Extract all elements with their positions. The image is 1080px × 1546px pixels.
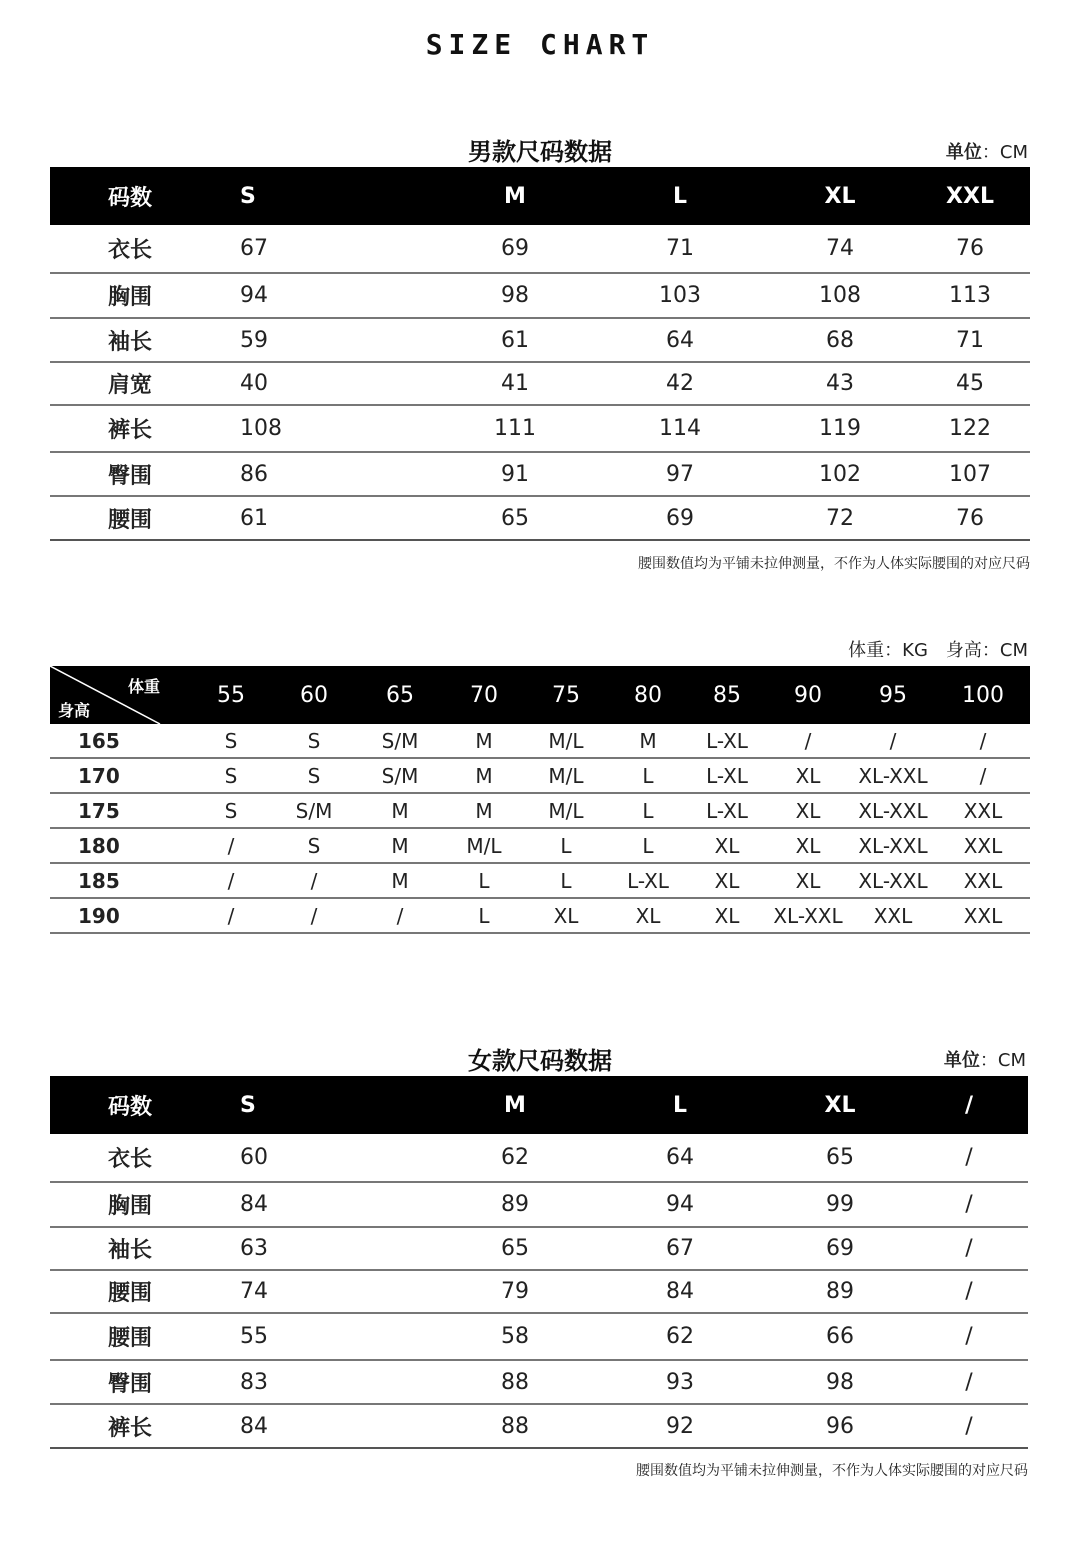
size-value-cell: 60 [210, 1134, 440, 1182]
recommended-size-cell: S/M [356, 724, 444, 758]
corner-weight-label: 体重 [127, 677, 160, 696]
size-value-cell: / [910, 1404, 1028, 1448]
size-value-cell: 113 [910, 273, 1030, 318]
recommended-size-cell: L [524, 828, 608, 863]
men-header-cell: XL [824, 183, 856, 209]
size-value-cell: 89 [770, 1270, 910, 1313]
matrix-row [50, 758, 1030, 793]
size-value-cell: 107 [910, 452, 1030, 496]
men-table-row [50, 318, 1030, 362]
size-value-cell: 88 [440, 1360, 590, 1404]
men-header-cell: M [504, 183, 526, 209]
recommended-size-cell: M/L [524, 758, 608, 793]
recommended-size-cell: S [190, 793, 272, 828]
size-value-cell: 67 [590, 1227, 770, 1270]
men-size-table [50, 167, 1030, 541]
size-value-cell: 64 [590, 1134, 770, 1182]
size-value-cell: 58 [440, 1313, 590, 1360]
recommended-size-cell: XL [688, 828, 766, 863]
weight-header: 60 [300, 682, 328, 708]
row-label: 肩宽 [50, 362, 210, 405]
size-value-cell: 67 [210, 225, 440, 273]
recommended-size-cell: XL-XXL [850, 793, 936, 828]
women-header-cell: / [964, 1092, 974, 1118]
women-header-cell: M [504, 1092, 526, 1118]
size-value-cell: 76 [910, 496, 1030, 540]
size-value-cell: 62 [590, 1313, 770, 1360]
row-label: 腰围 [50, 1270, 210, 1313]
recommended-size-cell: L-XL [688, 758, 766, 793]
height-label: 165 [50, 724, 190, 758]
women-table-row [50, 1313, 1028, 1360]
men-table-row [50, 496, 1030, 540]
recommended-size-cell: S [190, 724, 272, 758]
recommended-size-cell: L-XL [688, 793, 766, 828]
women-unit-label: 单位 [943, 1050, 980, 1071]
recommended-size-cell: L [608, 758, 688, 793]
women-table-row [50, 1360, 1028, 1404]
women-header-cell: S [240, 1092, 256, 1118]
recommended-size-cell: L [524, 863, 608, 898]
recommended-size-cell: XL [688, 898, 766, 933]
recommended-size-cell: M [356, 863, 444, 898]
size-value-cell: 84 [210, 1404, 440, 1448]
size-value-cell: 111 [440, 405, 590, 452]
size-value-cell: 92 [590, 1404, 770, 1448]
recommended-size-cell: S/M [356, 758, 444, 793]
recommended-size-cell: XL [766, 758, 850, 793]
recommended-size-cell: M [608, 724, 688, 758]
size-value-cell: 84 [210, 1182, 440, 1227]
row-label: 腰围 [50, 1313, 210, 1360]
row-label: 衣长 [50, 1134, 210, 1182]
size-value-cell: 108 [210, 405, 440, 452]
recommended-size-cell: XL-XXL [850, 828, 936, 863]
size-value-cell: 94 [210, 273, 440, 318]
size-value-cell: / [910, 1134, 1028, 1182]
size-value-cell: 98 [770, 1360, 910, 1404]
women-table-row [50, 1182, 1028, 1227]
men-unit [946, 138, 1028, 164]
size-value-cell: 74 [770, 225, 910, 273]
recommended-size-cell: S [272, 724, 356, 758]
recommended-size-cell: M/L [524, 724, 608, 758]
weight-header: 55 [217, 682, 245, 708]
size-value-cell: / [910, 1360, 1028, 1404]
size-value-cell: 64 [590, 318, 770, 362]
recommended-size-cell: XXL [936, 863, 1030, 898]
recommended-size-cell: / [190, 863, 272, 898]
size-value-cell: 108 [770, 273, 910, 318]
size-value-cell: 66 [770, 1313, 910, 1360]
size-value-cell: 86 [210, 452, 440, 496]
size-value-cell: / [910, 1313, 1028, 1360]
recommended-size-cell: L-XL [608, 863, 688, 898]
row-label: 袖长 [50, 318, 210, 362]
recommended-size-cell: M [444, 758, 524, 793]
size-value-cell: 59 [210, 318, 440, 362]
size-value-cell: 93 [590, 1360, 770, 1404]
men-unit-label: 单位 [945, 142, 982, 163]
size-value-cell: 40 [210, 362, 440, 405]
size-value-cell: 91 [440, 452, 590, 496]
men-section-title: 男款尺码数据 [468, 138, 612, 166]
size-value-cell: / [910, 1270, 1028, 1313]
recommended-size-cell: L [608, 828, 688, 863]
men-table-row [50, 452, 1030, 496]
size-value-cell: 84 [590, 1270, 770, 1313]
recommended-size-cell: / [936, 724, 1030, 758]
weight-header: 100 [962, 682, 1004, 708]
women-table-row [50, 1134, 1028, 1182]
weight-header: 80 [634, 682, 662, 708]
recommended-size-cell: M/L [524, 793, 608, 828]
weight-height-matrix [50, 666, 1030, 934]
size-value-cell: 63 [210, 1227, 440, 1270]
row-label: 裤长 [50, 405, 210, 452]
men-header-cell: S [240, 183, 256, 209]
matrix-row [50, 724, 1030, 758]
size-value-cell: 74 [210, 1270, 440, 1313]
weight-header: 70 [470, 682, 498, 708]
size-value-cell: / [910, 1227, 1028, 1270]
recommended-size-cell: XL-XXL [766, 898, 850, 933]
size-value-cell: 55 [210, 1313, 440, 1360]
matrix-corner-cell [50, 666, 190, 724]
matrix-header-row [50, 666, 1030, 724]
women-header-cell: 码数 [107, 1094, 152, 1120]
recommended-size-cell: XXL [936, 898, 1030, 933]
size-value-cell: 68 [770, 318, 910, 362]
size-value-cell: 45 [910, 362, 1030, 405]
recommended-size-cell: L [608, 793, 688, 828]
women-unit-value: ：CM [979, 1050, 1026, 1071]
row-label: 腰围 [50, 496, 210, 540]
size-value-cell: 76 [910, 225, 1030, 273]
women-header-row [50, 1076, 1028, 1134]
row-label: 衣长 [50, 225, 210, 273]
recommended-size-cell: M [444, 793, 524, 828]
size-value-cell: 102 [770, 452, 910, 496]
row-label: 袖长 [50, 1227, 210, 1270]
size-value-cell: 42 [590, 362, 770, 405]
men-note: 腰围数值均为平铺未拉伸测量，不作为人体实际腰围的对应尺码 [638, 556, 1030, 572]
page-title: SIZE CHART [425, 28, 655, 61]
height-label: 180 [50, 828, 190, 863]
recommended-size-cell: XL [766, 863, 850, 898]
women-section-title: 女款尺码数据 [468, 1047, 612, 1075]
matrix-row [50, 828, 1030, 863]
size-value-cell: 89 [440, 1182, 590, 1227]
recommended-size-cell: L-XL [688, 724, 766, 758]
recommended-size-cell: XL-XXL [850, 863, 936, 898]
women-note: 腰围数值均为平铺未拉伸测量，不作为人体实际腰围的对应尺码 [636, 1463, 1028, 1479]
women-table-row [50, 1404, 1028, 1448]
men-header-cell: 码数 [107, 185, 152, 211]
men-unit-value: ：CM [981, 142, 1028, 163]
recommended-size-cell: XL [766, 828, 850, 863]
size-value-cell: 72 [770, 496, 910, 540]
weight-header: 85 [713, 682, 741, 708]
recommended-size-cell: S [190, 758, 272, 793]
recommended-size-cell: M/L [444, 828, 524, 863]
matrix-unit: 体重：KG 身高：CM [848, 640, 1028, 661]
women-size-table [50, 1076, 1028, 1449]
men-table-row [50, 225, 1030, 273]
recommended-size-cell: / [850, 724, 936, 758]
corner-height-label: 身高 [58, 701, 91, 720]
size-value-cell: 122 [910, 405, 1030, 452]
recommended-size-cell: / [272, 898, 356, 933]
size-value-cell: 65 [770, 1134, 910, 1182]
men-table-row [50, 273, 1030, 318]
men-header-cell: L [672, 183, 688, 209]
recommended-size-cell: XXL [936, 793, 1030, 828]
size-value-cell: 94 [590, 1182, 770, 1227]
size-value-cell: 71 [590, 225, 770, 273]
recommended-size-cell: M [444, 724, 524, 758]
men-table-row [50, 362, 1030, 405]
size-value-cell: / [910, 1182, 1028, 1227]
height-label: 190 [50, 898, 190, 933]
size-value-cell: 83 [210, 1360, 440, 1404]
recommended-size-cell: XL-XXL [850, 758, 936, 793]
size-value-cell: 69 [770, 1227, 910, 1270]
size-value-cell: 62 [440, 1134, 590, 1182]
row-label: 臀围 [50, 1360, 210, 1404]
recommended-size-cell: L [444, 863, 524, 898]
men-header-cell: XXL [946, 183, 994, 209]
size-value-cell: 114 [590, 405, 770, 452]
weight-header: 75 [552, 682, 580, 708]
size-value-cell: 71 [910, 318, 1030, 362]
women-header-cell: XL [824, 1092, 856, 1118]
size-value-cell: 96 [770, 1404, 910, 1448]
size-value-cell: 61 [440, 318, 590, 362]
matrix-row [50, 863, 1030, 898]
height-label: 185 [50, 863, 190, 898]
size-value-cell: 65 [440, 1227, 590, 1270]
recommended-size-cell: / [190, 898, 272, 933]
size-value-cell: 97 [590, 452, 770, 496]
recommended-size-cell: M [356, 828, 444, 863]
recommended-size-cell: S [272, 828, 356, 863]
height-label: 170 [50, 758, 190, 793]
recommended-size-cell: / [190, 828, 272, 863]
recommended-size-cell: XL [524, 898, 608, 933]
recommended-size-cell: S/M [272, 793, 356, 828]
row-label: 胸围 [50, 1182, 210, 1227]
size-value-cell: 65 [440, 496, 590, 540]
row-label: 臀围 [50, 452, 210, 496]
women-table-row [50, 1270, 1028, 1313]
recommended-size-cell: S [272, 758, 356, 793]
men-header-row [50, 167, 1030, 225]
weight-header: 95 [879, 682, 907, 708]
women-unit [944, 1046, 1026, 1072]
size-value-cell: 103 [590, 273, 770, 318]
recommended-size-cell: / [936, 758, 1030, 793]
size-value-cell: 99 [770, 1182, 910, 1227]
recommended-size-cell: / [272, 863, 356, 898]
recommended-size-cell: XL [688, 863, 766, 898]
size-value-cell: 79 [440, 1270, 590, 1313]
recommended-size-cell: XL [608, 898, 688, 933]
recommended-size-cell: L [444, 898, 524, 933]
size-value-cell: 43 [770, 362, 910, 405]
matrix-row [50, 898, 1030, 933]
recommended-size-cell: XXL [936, 828, 1030, 863]
size-value-cell: 119 [770, 405, 910, 452]
row-label: 胸围 [50, 273, 210, 318]
size-value-cell: 69 [590, 496, 770, 540]
size-value-cell: 88 [440, 1404, 590, 1448]
recommended-size-cell: / [356, 898, 444, 933]
size-value-cell: 69 [440, 225, 590, 273]
size-value-cell: 41 [440, 362, 590, 405]
men-table-row [50, 405, 1030, 452]
matrix-row [50, 793, 1030, 828]
weight-header: 65 [386, 682, 414, 708]
height-label: 175 [50, 793, 190, 828]
recommended-size-cell: XXL [850, 898, 936, 933]
women-header-cell: L [672, 1092, 688, 1118]
size-value-cell: 61 [210, 496, 440, 540]
recommended-size-cell: M [356, 793, 444, 828]
size-value-cell: 98 [440, 273, 590, 318]
recommended-size-cell: / [766, 724, 850, 758]
women-table-row [50, 1227, 1028, 1270]
recommended-size-cell: XL [766, 793, 850, 828]
weight-header: 90 [794, 682, 822, 708]
row-label: 裤长 [50, 1404, 210, 1448]
